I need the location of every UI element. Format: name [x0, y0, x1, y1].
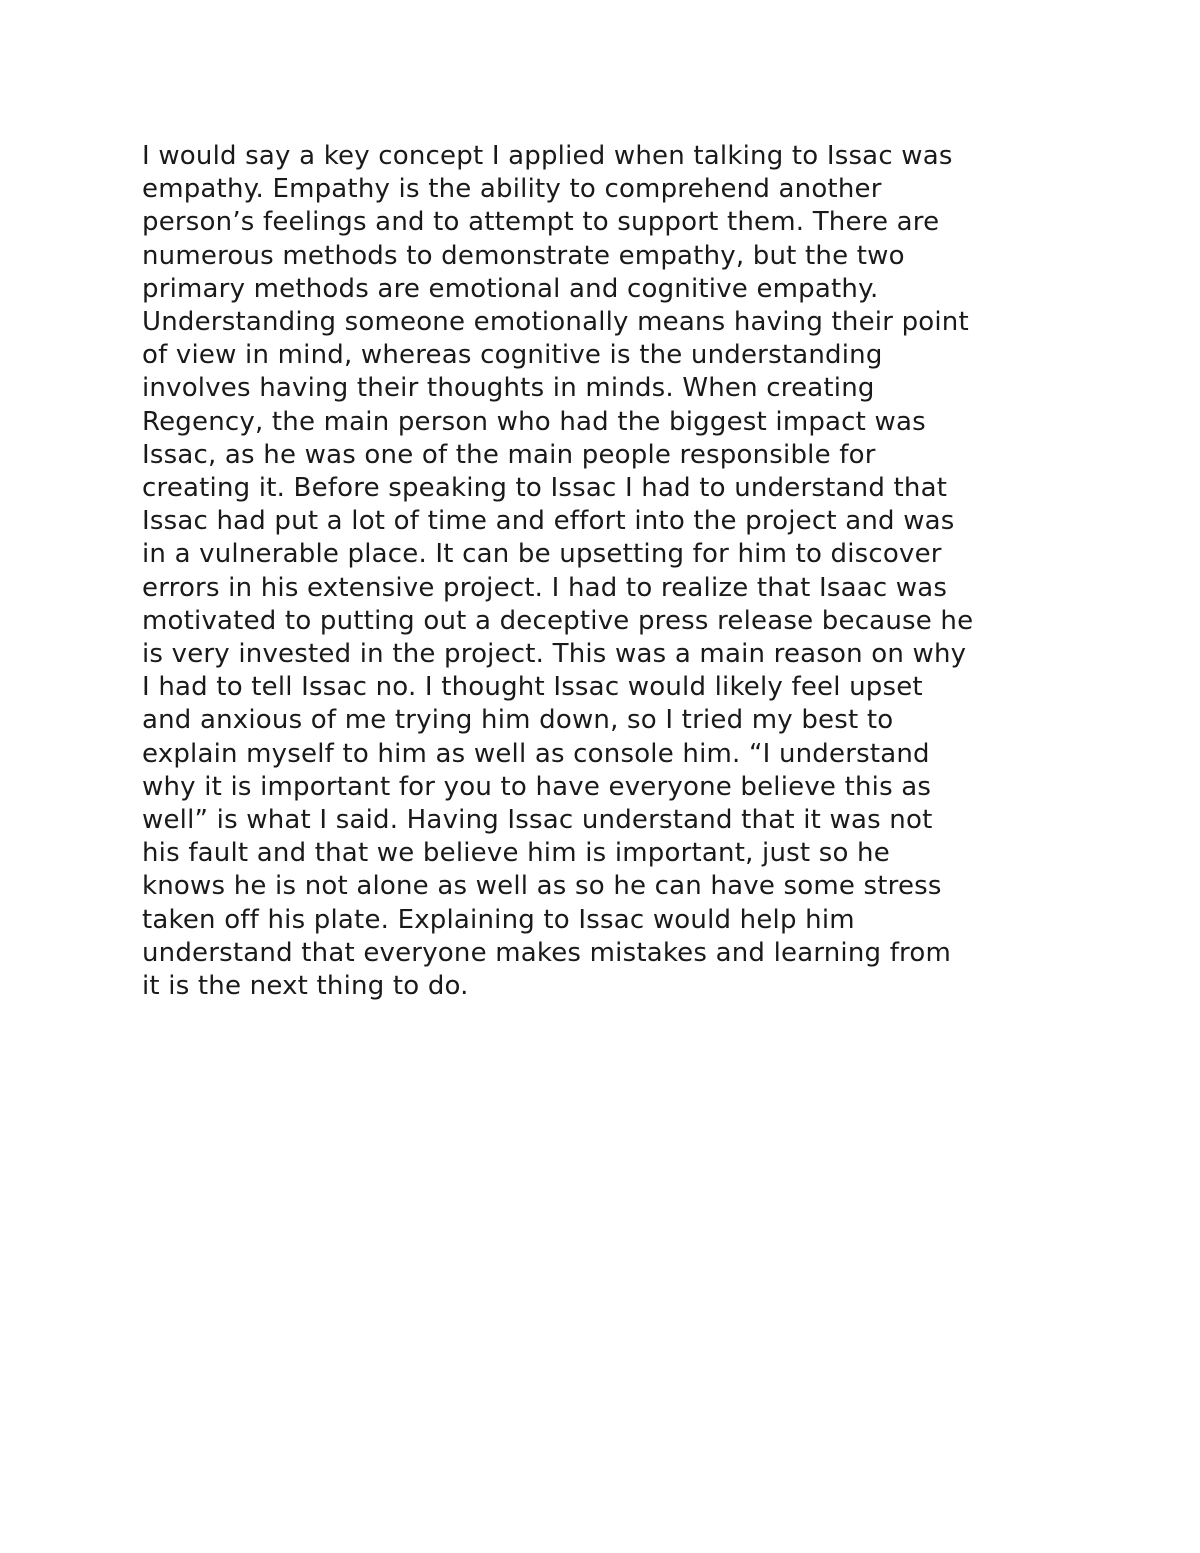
paragraph-line: in a vulnerable place. It can be upsetting for him to discover — [142, 539, 942, 570]
paragraph-line: motivated to putting out a deceptive press release because he — [142, 605, 974, 636]
paragraph-line: and anxious of me trying him down, so I tried my best to — [142, 705, 894, 736]
paragraph-line: empathy. Empathy is the ability to comprehend another — [142, 174, 882, 205]
paragraph-line: I would say a key concept I applied when talking to Issac was — [142, 141, 953, 171]
paragraph-line: creating it. Before speaking to Issac I had to understand that — [142, 473, 948, 504]
paragraph-line: taken off his plate. Explaining to Issac would help him — [142, 904, 855, 935]
paragraph-line: why it is important for you to have everyone believe this as — [142, 771, 932, 802]
paragraph-line: involves having their thoughts in minds. When creating — [142, 373, 875, 404]
paragraph-line: numerous methods to demonstrate empathy, but the two — [142, 240, 905, 271]
paragraph-line: person’s feelings and to attempt to support them. There are — [142, 207, 940, 238]
paragraph-line: Understanding someone emotionally means having their point — [142, 307, 969, 338]
paragraph-line: of view in mind, whereas cognitive is the understanding — [142, 340, 883, 371]
paragraph-line: primary methods are emotional and cognitive empathy. — [142, 273, 879, 304]
body-paragraph — [142, 140, 1082, 1003]
paragraph-line: well” is what I said. Having Issac understand that it was not — [142, 805, 933, 836]
paragraph-line: I had to tell Issac no. I thought Issac would likely feel upset — [142, 672, 923, 703]
paragraph-line: errors in his extensive project. I had to realize that Isaac was — [142, 572, 948, 603]
paragraph-line: Regency, the main person who had the biggest impact was — [142, 406, 926, 437]
paragraph-line: is very invested in the project. This was a main reason on why — [142, 639, 967, 670]
paragraph-line: explain myself to him as well as console him. “I understand — [142, 738, 930, 769]
paragraph-line: his fault and that we believe him is important, just so he — [142, 838, 890, 869]
paragraph-line: understand that everyone makes mistakes and learning from — [142, 937, 952, 968]
paragraph-line: Issac had put a lot of time and effort into the project and was — [142, 506, 955, 537]
paragraph-line: it is the next thing to do. — [142, 971, 469, 1002]
paragraph-line: knows he is not alone as well as so he can have some stress — [142, 871, 942, 902]
paragraph-line: Issac, as he was one of the main people responsible for — [142, 439, 876, 470]
